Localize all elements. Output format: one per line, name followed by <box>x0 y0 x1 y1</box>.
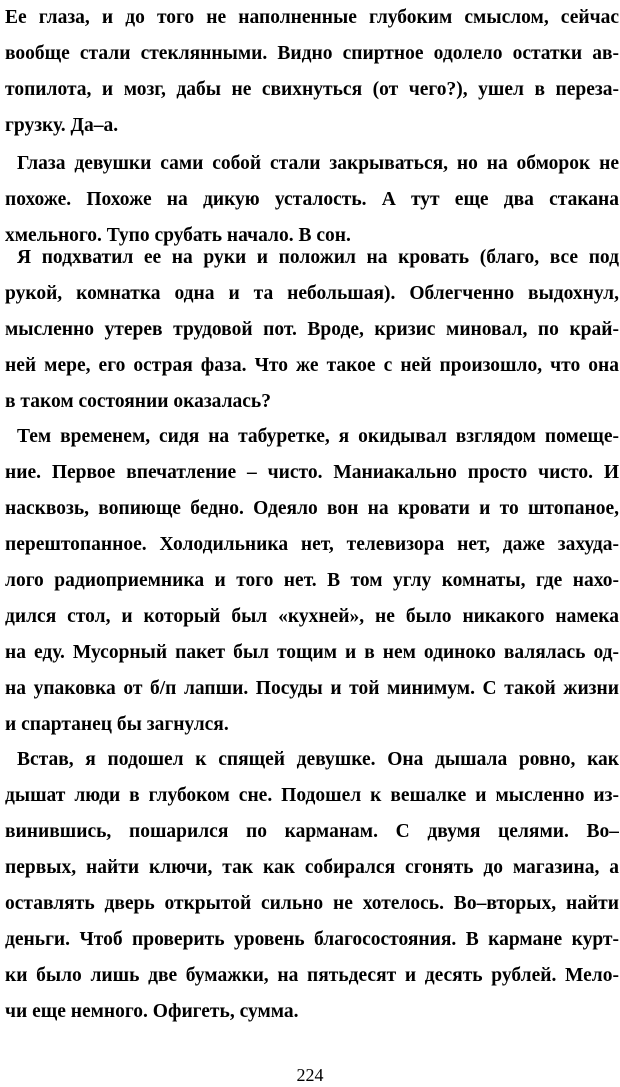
text-line: дышат люди в глубоком сне. Подошел к вешалке и мысленно из- <box>5 785 619 806</box>
text-line: Встав, я подошел к спящей девушке. Она дышала ровно, как <box>17 749 619 770</box>
text-line: похоже. Похоже на дикую усталость. А тут еще два стакана <box>5 189 619 210</box>
text-line: рукой, комнатка одна и та небольшая). Облегченно выдохнул, <box>5 283 619 304</box>
text-line: Я подхватил ее на руки и положил на кровать (благо, все под <box>17 247 619 268</box>
paragraph <box>5 419 619 743</box>
page-number: 224 <box>296 1065 324 1085</box>
paragraph <box>5 146 619 254</box>
text-line: Глаза девушки сами собой стали закрываться, но на обморок не <box>17 153 619 174</box>
text-line: чи еще немного. Офигеть, сумма. <box>5 1001 299 1022</box>
text-line: Тем временем, сидя на табуретке, я окидывал взглядом помеще- <box>17 426 619 447</box>
text-line: деньги. Чтоб проверить уровень благосостояния. В кармане курт- <box>5 929 619 950</box>
text-line: лого радиоприемника и того нет. В том углу комнаты, где нахо- <box>5 570 619 591</box>
text-line: перештопанное. Холодильника нет, телевизора нет, даже захуда- <box>5 534 619 555</box>
paragraph <box>5 742 619 1030</box>
text-line: ки было лишь две бумажки, на пятьдесят и десять рублей. Мело- <box>5 965 619 986</box>
text-line: ней мере, его острая фаза. Что же такое с ней произошло, что она <box>5 355 619 376</box>
text-line: хмельного. Тупо срубать начало. В сон. <box>5 225 351 246</box>
text-line: мысленно утерев трудовой пот. Вроде, кризис миновал, по край- <box>5 319 619 340</box>
text-line: на еду. Мусорный пакет был тощим и в нем одиноко валялась од- <box>5 642 619 663</box>
text-line: насквозь, вопиюще бедно. Одеяло вон на кровати и то штопаное, <box>5 498 619 519</box>
text-line: винившись, пошарился по карманам. С двумя целями. Во– <box>5 821 619 842</box>
paragraph <box>5 240 619 420</box>
text-line: Ее глаза, и до того не наполненные глубоким смыслом, сейчас <box>5 7 619 28</box>
paragraph <box>5 0 619 144</box>
text-line: топилота, и мозг, дабы не свихнуться (от чего?), ушел в переза- <box>5 79 619 100</box>
text-line: на упаковка от б/п лапши. Посуды и той минимум. С такой жизни <box>5 678 619 699</box>
text-line: в таком состоянии оказалась? <box>5 391 271 412</box>
text-line: первых, найти ключи, так как собирался сгонять до магазина, а <box>5 857 619 878</box>
text-line: ние. Первое впечатление – чисто. Маниакально просто чисто. И <box>5 462 619 483</box>
text-line: грузку. Да–а. <box>5 115 119 136</box>
text-line: оставлять дверь открытой сильно не хотелось. Во–вторых, найти <box>5 893 619 914</box>
text-line: и спартанец бы загнулся. <box>5 714 229 735</box>
text-line: вообще стали стеклянными. Видно спиртное одолело остатки ав- <box>5 43 619 64</box>
text-line: дился стол, и который был «кухней», не было никакого намека <box>5 606 619 627</box>
